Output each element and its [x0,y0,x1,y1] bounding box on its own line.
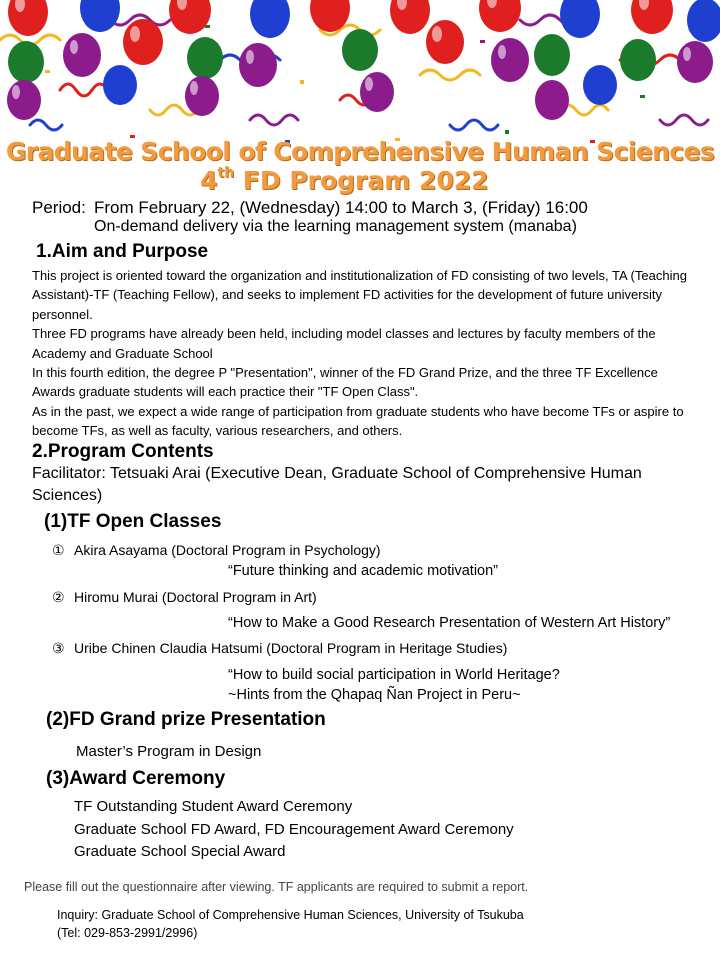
class-item [52,542,381,559]
item-number: ② [52,589,65,605]
inquiry [57,906,524,942]
award-line: Graduate School FD Award, FD Encouragement Award Ceremony [74,821,514,838]
balloon [63,33,101,77]
item-number: ① [52,542,65,558]
open-classes-heading: (1)TF Open Classes [44,511,222,532]
edition-number: 4 [200,166,218,195]
balloon [185,76,219,116]
streamer [450,120,498,130]
confetti [480,40,485,43]
inquiry-line: Inquiry: Graduate School of Comprehensive Human Sciences, University of Tsukuba [57,908,524,922]
award-heading: (3)Award Ceremony [46,768,226,789]
confetti [505,130,509,134]
grand-prize-heading: (2)FD Grand prize Presentation [46,709,326,730]
balloon [239,43,277,87]
balloon-banner [0,0,720,150]
program-year: FD Program 2022 [234,166,489,195]
talk-title: “Future thinking and academic motivation” [228,563,498,579]
aim-paragraph: Three FD programs have already been held, including model classes and lectures by faculty members of the Academy and Graduate School [32,326,656,361]
period-line [32,198,588,218]
balloon [560,0,600,38]
grand-prize-text: Master’s Program in Design [76,743,262,760]
talk-title-line2: ~Hints from the Qhapaq Ñan Project in Peru~ [228,687,521,703]
balloon [534,34,570,76]
balloon [620,39,656,81]
balloon [583,65,617,105]
balloon [631,0,673,34]
balloon [390,0,430,34]
award-line: TF Outstanding Student Award Ceremony [74,798,353,815]
period-label: Period: [32,198,86,217]
balloon [7,80,41,120]
balloon [250,0,290,38]
edition-suffix: th [217,165,235,181]
aim-paragraph: As in the past, we expect a wide range of participation from graduate students who have become TFs or aspire to become TFs, as well as faculty, various researchers, and others. [32,403,684,439]
aim-paragraph: In this fourth edition, the degree P "Presentation", winner of the FD Grand Prize, and the three TF Excellence Awards graduate students will each practice their "TF Open Class". [32,365,658,400]
presenter: Hiromu Murai (Doctoral Program in Art) [74,589,317,605]
streamer [30,120,62,130]
page-title: Graduate School of Comprehensive Human Sciences [5,137,715,166]
balloon [187,37,223,79]
balloon [687,0,720,42]
balloon [8,0,48,36]
confetti [45,70,50,73]
aim-heading: 1.Aim and Purpose [36,241,209,262]
balloon [491,38,529,82]
balloon [103,65,137,105]
presenter: Akira Asayama (Doctoral Program in Psychology) [74,542,381,558]
delivery-note: On-demand delivery via the learning management system (manaba) [94,218,577,235]
balloon [8,41,44,83]
streamer [60,84,108,96]
class-item [52,640,507,657]
streamer [250,115,298,125]
questionnaire-note: Please fill out the questionnaire after viewing. TF applicants are required to submit a report. [24,880,529,894]
class-item [52,589,317,606]
balloon [360,72,394,112]
streamer [660,115,708,125]
inquiry-phone: (Tel: 029-853-2991/2996) [57,926,198,940]
streamer [420,70,480,80]
balloon [80,0,120,32]
balloon [426,20,464,64]
balloon [123,19,163,65]
period-value: From February 22, (Wednesday) 14:00 to March 3, (Friday) 16:00 [94,198,588,217]
contents-heading: 2.Program Contents [32,441,214,462]
balloon [479,0,521,32]
item-number: ③ [52,640,65,656]
page-subtitle [200,165,489,195]
award-line: Graduate School Special Award [74,843,286,860]
aim-paragraph: This project is oriented toward the organization and institutionalization of FD consisting of two levels, TA (Teaching Assistant)-TF (Teaching Fellow), and seeks to implement FD activities for the development of future university personnel. [32,268,687,322]
presenter: Uribe Chinen Claudia Hatsumi (Doctoral Program in Heritage Studies) [74,640,508,656]
confetti [300,80,304,84]
confetti [640,95,645,98]
aim-text [32,266,697,441]
balloon [677,41,713,83]
talk-title: “How to build social participation in World Heritage? [228,667,560,683]
talk-title: “How to Make a Good Research Presentation of Western Art History” [228,615,671,631]
balloon [535,80,569,120]
facilitator: Facilitator: Tetsuaki Arai (Executive Dean, Graduate School of Comprehensive Human Sciences) [32,465,642,504]
balloon [169,0,211,34]
balloon [342,29,378,71]
